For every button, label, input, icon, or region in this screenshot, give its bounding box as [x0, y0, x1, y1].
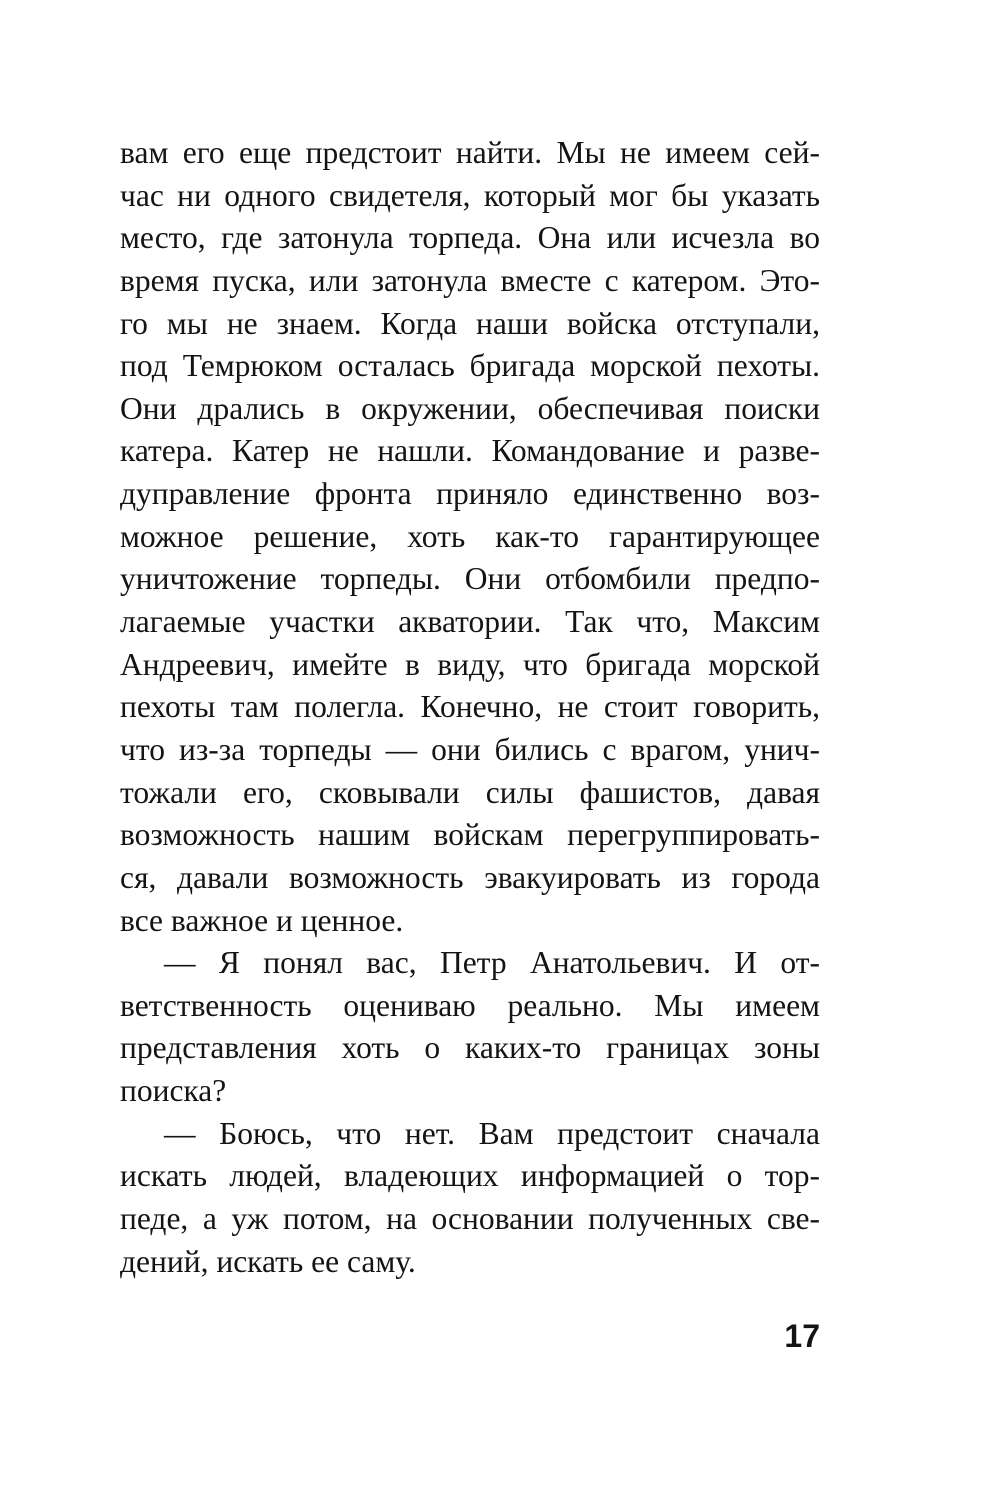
dialogue-line: — Боюсь, что нет. Вам предстоит сначала [164, 1115, 820, 1151]
text-line: под Темрюком осталась бригада морской пехоты. [120, 348, 820, 384]
text-line: Андреевич, имейте в виду, что бригада морской [120, 646, 820, 682]
text-line: час ни одного свидетеля, который мог бы указать [120, 177, 820, 213]
text-line: время пуска, или затонула вместе с катером. Это- [120, 262, 820, 298]
body-text [120, 132, 820, 1283]
text-line: можное решение, хоть как-то гарантирующее [120, 518, 820, 554]
text-line: все важное и ценное. [120, 902, 404, 938]
text-line: представления хоть о каких-то границах зоны [120, 1030, 820, 1066]
text-line: го мы не знаем. Когда наши войска отступали, [120, 305, 820, 341]
text-line: дений, искать ее саму. [120, 1243, 416, 1279]
text-line: поиска? [120, 1073, 227, 1109]
text-line: Они дрались в окружении, обеспечивая поиски [120, 390, 820, 426]
text-line: тожали его, сковывали силы фашистов, давая [120, 774, 820, 810]
text-line: катера. Катер не нашли. Командование и разве- [120, 433, 820, 469]
text-line: ся, давали возможность эвакуировать из города [120, 859, 820, 895]
text-line: вам его еще предстоит найти. Мы не имеем сей- [120, 135, 820, 170]
text-line: место, где затонула торпеда. Она или исчезла во [120, 220, 820, 256]
text-line: ветственность оцениваю реально. Мы имеем [120, 987, 820, 1023]
dialogue-line: — Я понял вас, Петр Анатольевич. И от- [164, 945, 820, 981]
text-line: искать людей, владеющих информацией о тор- [120, 1158, 820, 1194]
text-line: возможность нашим войскам перегруппировать- [120, 817, 820, 853]
text-line: пехоты там полегла. Конечно, не стоит говорить, [120, 689, 820, 725]
text-line: дуправление фронта приняло единственно воз- [120, 476, 820, 512]
text-line: что из-за торпеды — они бились с врагом, унич- [120, 731, 820, 767]
page-number: 17 [784, 1318, 820, 1354]
text-line: уничтожение торпеды. Они отбомбили предпо- [120, 561, 820, 597]
text-line: лагаемые участки акватории. Так что, Максим [120, 604, 820, 640]
text-line: педе, а уж потом, на основании полученных све- [120, 1201, 820, 1237]
